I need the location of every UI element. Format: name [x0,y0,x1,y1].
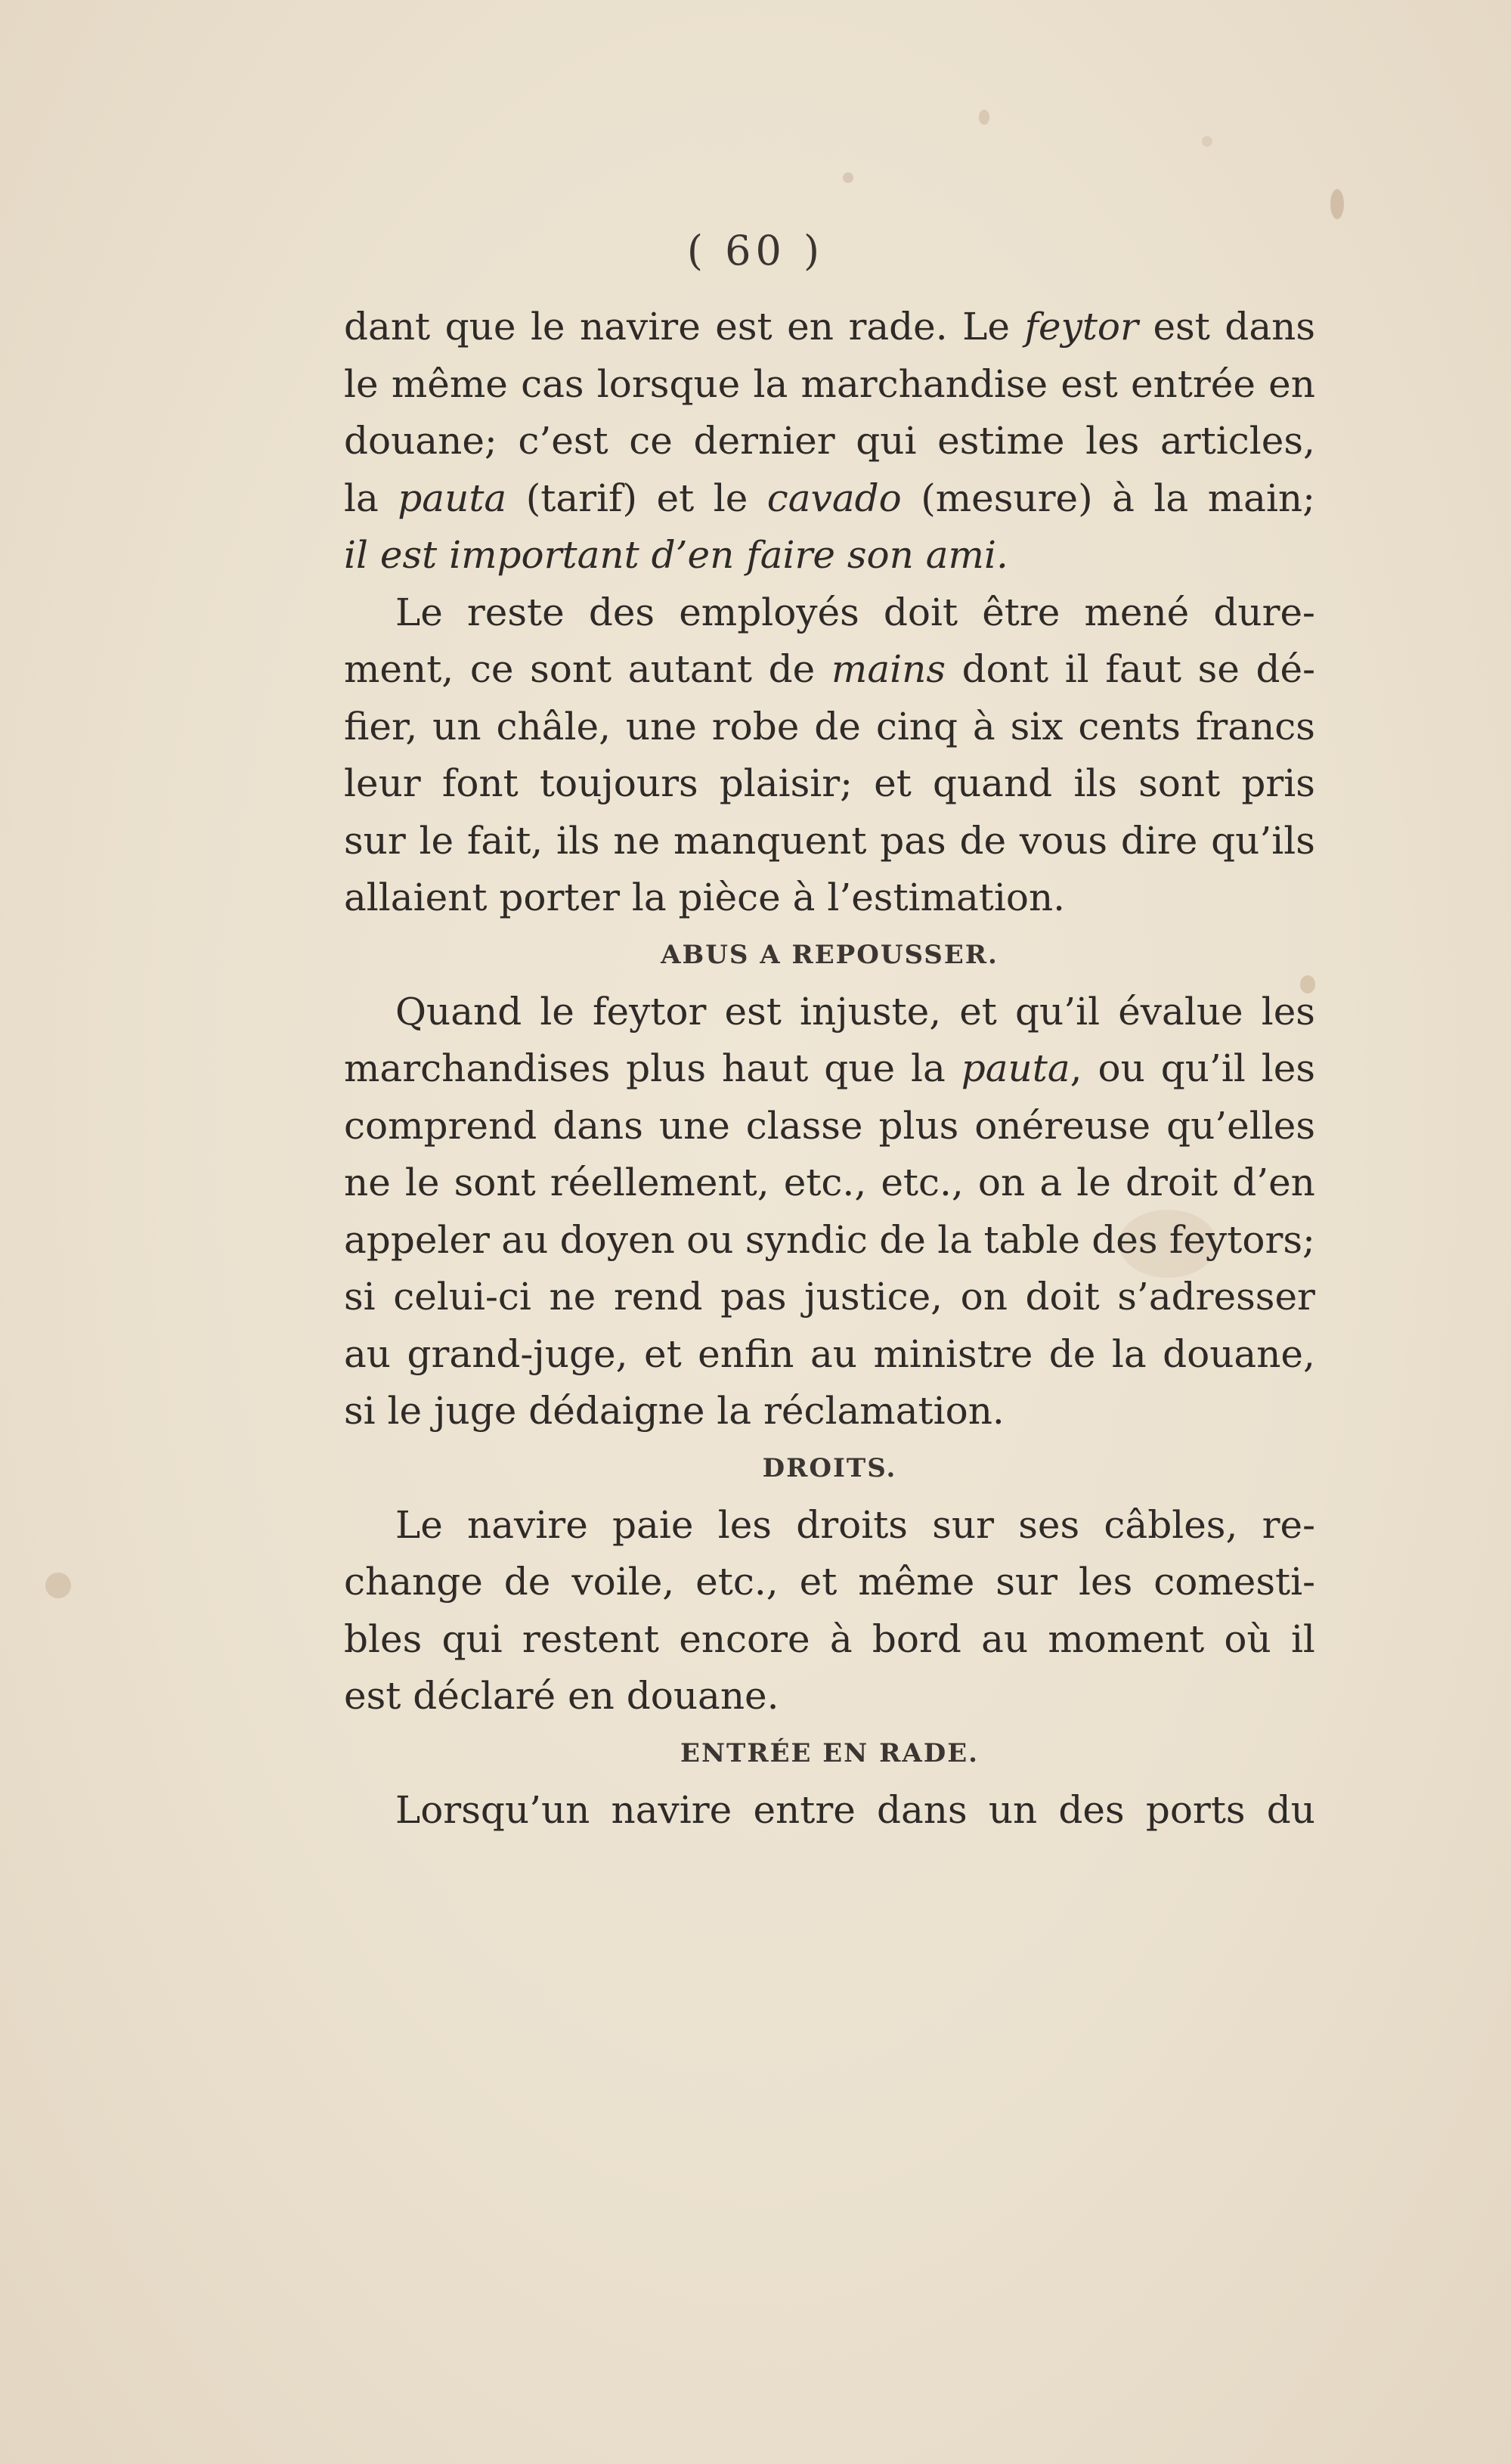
word: pas [880,818,946,863]
word: manquent [673,818,867,863]
word: la [1111,1331,1147,1376]
word: des [1091,1217,1158,1262]
word: le [404,1161,440,1204]
text-line [344,413,1315,470]
word: sur [932,1502,994,1547]
word: six [1010,704,1064,748]
word: Le [395,590,443,634]
text-line: la pauta (tarif) et le cavado (mesure) à la main; [344,476,1315,520]
word: une [658,1103,730,1148]
word: grand-juge, [407,1331,628,1376]
word: à [829,1616,853,1661]
word: un [988,1787,1038,1832]
text-line [344,1212,1315,1269]
word: ne [613,818,661,863]
word: encore [679,1616,810,1661]
page-number: ( 60 ) [686,227,825,274]
word: droits [796,1502,908,1547]
body-text [344,299,1315,1839]
word: a [1039,1161,1063,1204]
word: ne [549,1275,596,1319]
word: le [540,989,574,1034]
word: sont [1138,761,1221,805]
word: qui [856,419,917,463]
word: quand [932,761,1053,805]
word: justice, [804,1275,943,1319]
word: injuste, [799,989,942,1034]
word: où [1224,1616,1271,1661]
text-line: si le juge dédaigne la réclamation. [344,1389,1005,1433]
text-line [344,1098,1315,1155]
word: lorsque [596,361,741,406]
word: dire [1120,818,1198,863]
word: ils [556,818,600,863]
word: marchandise [800,361,1048,406]
text-line [344,1269,1315,1326]
word: et [959,989,997,1034]
word: si [344,1275,376,1319]
word: de [503,1560,551,1604]
word: des [1058,1787,1125,1832]
word: et [874,761,912,805]
word: dans [553,1103,643,1148]
word: cas [521,361,584,406]
word: feytors; [1169,1217,1315,1262]
word: etc., [695,1560,779,1604]
section-heading-entree: ENTRÉE EN RADE. [680,1737,979,1768]
word: sur [995,1560,1058,1604]
word: câbles, [1104,1502,1238,1547]
word: ses [1018,1502,1080,1547]
word: estime [937,419,1065,463]
word: bles [344,1616,423,1661]
word: ne [344,1161,391,1204]
word: au [501,1217,549,1262]
word: de [959,818,1007,863]
word: mené [1084,590,1190,634]
word: articles, [1160,419,1315,463]
word: ou [686,1217,734,1262]
word: ports [1145,1787,1246,1832]
word: qu’elles [1166,1103,1315,1148]
word: au [981,1616,1029,1661]
text-line [344,1782,1315,1839]
word: paie [612,1502,694,1547]
word: entrée [1130,361,1256,406]
foxing-stain [979,110,989,125]
word: cinq [875,704,958,748]
word: plus [878,1103,959,1148]
word: etc., [783,1161,867,1204]
word: doyen [559,1217,675,1262]
word: francs [1195,704,1315,748]
word: robe [711,704,800,748]
text-line: dant que le navire est en rade. Le feytor est dans [344,305,1315,349]
foxing-stain [1202,136,1212,147]
text-line [344,1497,1315,1554]
word: feytor [593,989,707,1034]
word: Le [395,1502,443,1547]
word: il [1290,1616,1315,1661]
word: dans [876,1787,968,1832]
word: Lorsqu’un [395,1787,590,1832]
word: châle, [496,704,611,748]
word: pris [1241,761,1315,805]
word: c’est [518,419,608,463]
word: qu’il [1015,989,1101,1034]
word: évalue [1118,989,1243,1034]
word: sont [454,1161,536,1204]
word: en [1268,361,1315,406]
text-line [344,1611,1315,1669]
word: à [972,704,995,748]
word: table [983,1217,1080,1262]
word: fier, [344,704,418,748]
text-line [344,1326,1315,1384]
word: change [344,1560,483,1604]
word: font [441,761,519,805]
word: on [960,1275,1008,1319]
text-line [344,1155,1315,1212]
foxing-stain [1330,189,1344,219]
word: fait, [466,818,543,863]
word: droit [1125,1161,1218,1204]
word: le [1076,1161,1111,1204]
word: la [753,361,788,406]
word: entre [753,1787,856,1832]
text-line: marchandises plus haut que la pauta, ou qu’il les [344,1046,1315,1090]
word: qu’ils [1211,818,1315,863]
word: bord [872,1616,961,1661]
word: douane; [344,419,497,463]
word: enfin [698,1331,794,1376]
section-heading-abus: ABUS A REPOUSSER. [661,939,999,970]
word: on [977,1161,1026,1204]
word: rend [613,1275,703,1319]
word: vous [1019,818,1108,863]
word: re- [1262,1502,1315,1547]
word: les [1085,419,1140,463]
word: ministre [873,1331,1033,1376]
word: plaisir; [719,761,853,805]
word: reste [466,590,565,634]
word: leur [344,761,421,805]
word: de [879,1217,926,1262]
word: toujours [539,761,698,805]
word: celui-ci [393,1275,531,1319]
foxing-stain [843,172,853,183]
text-line [344,699,1315,756]
word: classe [745,1103,863,1148]
word: les [1079,1560,1133,1604]
word: au [810,1331,857,1376]
word: réellement, [550,1161,769,1204]
word: des [588,590,655,634]
word: employés [679,590,859,634]
word: et [799,1560,838,1604]
text-line [344,584,1315,642]
word: onéreuse [974,1103,1151,1148]
word: au [344,1331,392,1376]
text-line: allaient porter la pièce à l’estimation. [344,876,1066,919]
word: comesti- [1153,1560,1315,1604]
word: et [643,1331,682,1376]
word: même [858,1560,975,1604]
word: s’adresser [1117,1275,1315,1319]
word: les [1261,989,1315,1034]
text-line: il est important d’en faire son ami. [344,533,1008,577]
word: être [982,590,1060,634]
word: appeler [344,1217,490,1262]
text-line [344,356,1315,414]
section-heading-droits: DROITS. [762,1452,897,1483]
word: d’en [1232,1161,1315,1204]
word: sur [344,818,406,863]
word: du [1266,1787,1315,1832]
text-line [344,813,1315,870]
word: est [1060,361,1118,406]
word: restent [522,1616,660,1661]
word: comprend [344,1103,537,1148]
word: dernier [693,419,835,463]
foxing-stain [45,1573,71,1598]
word: Quand [395,989,522,1034]
word: même [391,361,508,406]
word: ils [1073,761,1117,805]
word: de [1048,1331,1096,1376]
word: qui [441,1616,503,1661]
word: cents [1078,704,1181,748]
word: ce [629,419,673,463]
text-line: est déclaré en douane. [344,1674,779,1718]
text-line [344,755,1315,813]
word: le [344,361,379,406]
text-line [344,1554,1315,1611]
word: douane, [1163,1331,1315,1376]
word: moment [1048,1616,1205,1661]
word: syndic [745,1217,868,1262]
word: pas [720,1275,787,1319]
word: voile, [571,1560,675,1604]
word: doit [1025,1275,1100,1319]
word: est [724,989,782,1034]
word: le [419,818,454,863]
word: dure- [1213,590,1315,634]
word: doit [883,590,958,634]
word: la [937,1217,973,1262]
text-line: ment, ce sont autant de mains dont il faut se dé- [344,647,1315,691]
word: les [717,1502,772,1547]
word: un [432,704,481,748]
word: navire [467,1502,588,1547]
word: navire [611,1787,732,1832]
word: de [814,704,861,748]
word: etc., [881,1161,964,1204]
word: une [625,704,697,748]
text-line [344,984,1315,1041]
